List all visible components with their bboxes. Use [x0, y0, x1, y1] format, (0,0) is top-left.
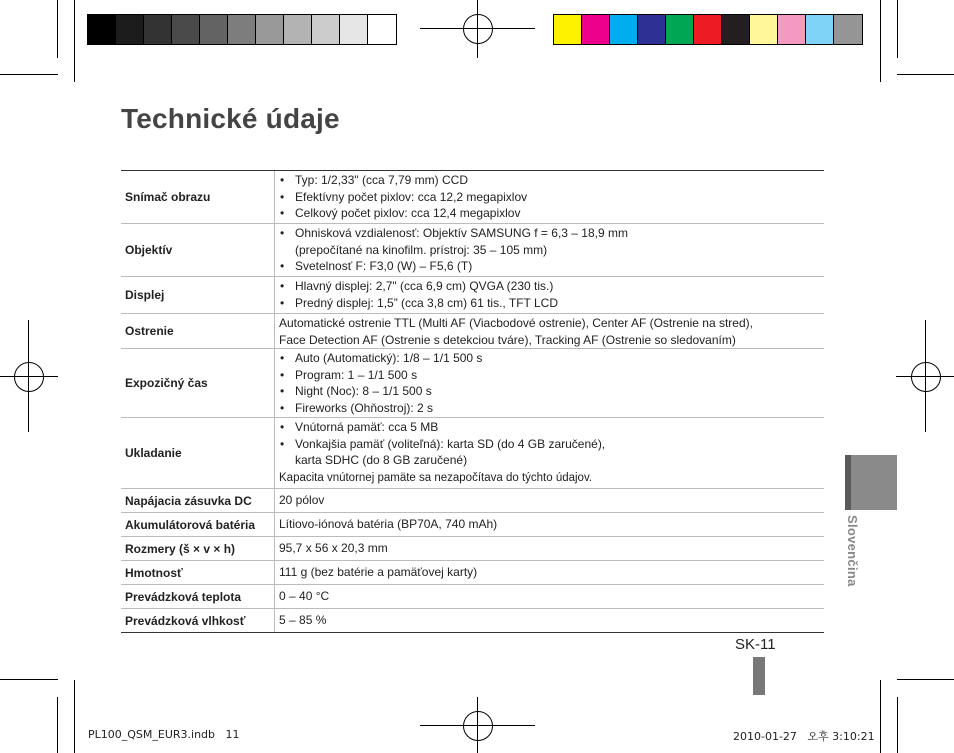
crop-mark-top-left-v — [74, 0, 75, 82]
row-label: Hmotnosť — [121, 561, 275, 584]
row-value: 95,7 x 56 x 20,3 mm — [279, 541, 388, 555]
list-item — [279, 225, 820, 258]
gray-swatch — [88, 15, 116, 44]
color-swatch — [750, 15, 778, 44]
crop-mark-bottom-right-h — [897, 679, 954, 680]
table-row — [121, 489, 824, 513]
crop-mark-top-right-v — [880, 0, 881, 82]
row-label: Napájacia zásuvka DC — [121, 489, 275, 512]
list-item-text: Ohnisková vzdialenosť: Objektív SAMSUNG f = 6,3 – 18,9 mm — [295, 226, 628, 240]
list-item — [279, 436, 820, 469]
row-label: Ukladanie — [121, 418, 275, 488]
page-title: Technické údaje — [121, 103, 340, 134]
storage-note: Kapacita vnútornej pamäte sa nezapočítava do týchto údajov. — [279, 471, 593, 484]
table-row — [121, 349, 824, 418]
color-swatch — [666, 15, 694, 44]
crop-mark-bottom-right-v2 — [897, 697, 898, 753]
footer-datetime: 2010-01-27 오후 3:10:21 — [733, 730, 875, 743]
table-row — [121, 418, 824, 489]
list-item: • Night (Noc): 8 – 1/1 500 s — [279, 383, 820, 400]
row-value — [275, 171, 824, 223]
row-value: Lítiovo-iónová batéria (BP70A, 740 mAh) — [279, 517, 498, 531]
color-swatch — [582, 15, 610, 44]
list-item: • Predný displej: 1,5” (cca 3,8 cm) 61 tis., TFT LCD — [279, 295, 820, 312]
gray-swatch — [284, 15, 312, 44]
gray-swatch — [228, 15, 256, 44]
gray-swatch — [200, 15, 228, 44]
list-item: • Auto (Automatický): 1/8 – 1/1 500 s — [279, 350, 820, 367]
gray-swatch — [368, 15, 396, 44]
row-label: Objektív — [121, 224, 275, 276]
gray-swatch — [172, 15, 200, 44]
language-tab-label: Slovenčina — [845, 515, 860, 587]
color-swatch — [610, 15, 638, 44]
gray-swatch — [340, 15, 368, 44]
list-item: • Vnútorná pamäť: cca 5 MB — [279, 419, 820, 436]
table-row — [121, 171, 824, 224]
row-label: Akumulátorová batéria — [121, 513, 275, 536]
color-swatch — [554, 15, 582, 44]
crop-mark-bottom-left-v2 — [57, 697, 58, 753]
footer-file-name: PL100_QSM_EUR3.indb 11 — [88, 728, 240, 741]
crop-mark-top-left-h — [0, 74, 58, 75]
spec-table — [121, 170, 824, 633]
list-item: • Hlavný displej: 2,7" (cca 6,9 cm) QVGA (230 tis.) — [279, 278, 820, 295]
row-value — [275, 277, 824, 313]
gray-swatch — [256, 15, 284, 44]
row-label: Prevádzková teplota — [121, 585, 275, 608]
table-row — [121, 277, 824, 314]
crop-mark-bottom-left-v — [74, 680, 75, 753]
crop-mark-top-left-v2 — [57, 0, 58, 58]
list-item-continuation: (prepočítané na kinofilm. prístroj: 35 – 105 mm) — [295, 242, 548, 257]
row-label: Prevádzková vlhkosť — [121, 609, 275, 632]
row-value: 111 g (bez batérie a pamäťovej karty) — [279, 565, 478, 579]
row-value: 5 – 85 % — [279, 613, 327, 627]
row-label: Displej — [121, 277, 275, 313]
color-swatch — [722, 15, 750, 44]
table-row — [121, 513, 824, 537]
gray-swatch — [144, 15, 172, 44]
row-label: Rozmery (š × v × h) — [121, 537, 275, 560]
list-item-text: Vonkajšia pamäť (voliteľná): karta SD (do 4 GB zaručené), — [295, 436, 606, 451]
row-label: Snímač obrazu — [121, 171, 275, 223]
row-value — [275, 314, 824, 348]
row-value — [275, 418, 824, 488]
color-swatch — [694, 15, 722, 44]
language-tab-block — [845, 455, 897, 510]
color-swatch — [778, 15, 806, 44]
row-value — [275, 349, 824, 417]
page-number: SK-11 — [735, 636, 776, 653]
list-item: • Efektívny počet pixlov: cca 12,2 megapixlov — [279, 189, 820, 206]
list-item: • Svetelnosť F: F3,0 (W) – F5,6 (T) — [279, 258, 820, 275]
language-tab-edge — [845, 455, 851, 510]
crop-mark-bottom-right-v — [880, 680, 881, 753]
crop-mark-top-right-v2 — [897, 0, 898, 58]
row-value: 0 – 40 °C — [279, 589, 330, 603]
table-row — [121, 224, 824, 277]
value-line: Automatické ostrenie TTL (Multi AF (Viacbodové ostrenie), Center AF (Ostrenie na stred), — [279, 316, 753, 330]
crop-mark-bottom-left-h — [0, 679, 58, 680]
gray-swatch — [312, 15, 340, 44]
table-row — [121, 609, 824, 632]
color-swatch — [638, 15, 666, 44]
row-value — [275, 224, 824, 276]
table-row — [121, 537, 824, 561]
row-label: Ostrenie — [121, 314, 275, 348]
value-line: Face Detection AF (Ostrenie s detekciou tváre), Tracking AF (Ostrenie so sledovaním) — [279, 332, 736, 347]
gray-swatch — [116, 15, 144, 44]
row-label: Expozičný čas — [121, 349, 275, 417]
list-item: • Typ: 1/2,33" (cca 7,79 mm) CCD — [279, 172, 820, 189]
color-swatch — [806, 15, 834, 44]
crop-mark-top-right-h — [897, 74, 954, 75]
list-item: • Program: 1 – 1/1 500 s — [279, 367, 820, 384]
list-item: • Fireworks (Ohňostroj): 2 s — [279, 400, 820, 417]
grayscale-color-bar — [87, 14, 397, 45]
row-value: 20 pólov — [279, 493, 325, 507]
table-row — [121, 585, 824, 609]
process-color-bar — [553, 14, 863, 45]
table-row — [121, 314, 824, 349]
table-row — [121, 561, 824, 585]
color-swatch — [834, 15, 862, 44]
page-number-bar — [753, 657, 765, 695]
list-item: • Celkový počet pixlov: cca 12,4 megapixlov — [279, 205, 820, 222]
list-item-continuation: karta SDHC (do 8 GB zaručené) — [295, 453, 468, 467]
